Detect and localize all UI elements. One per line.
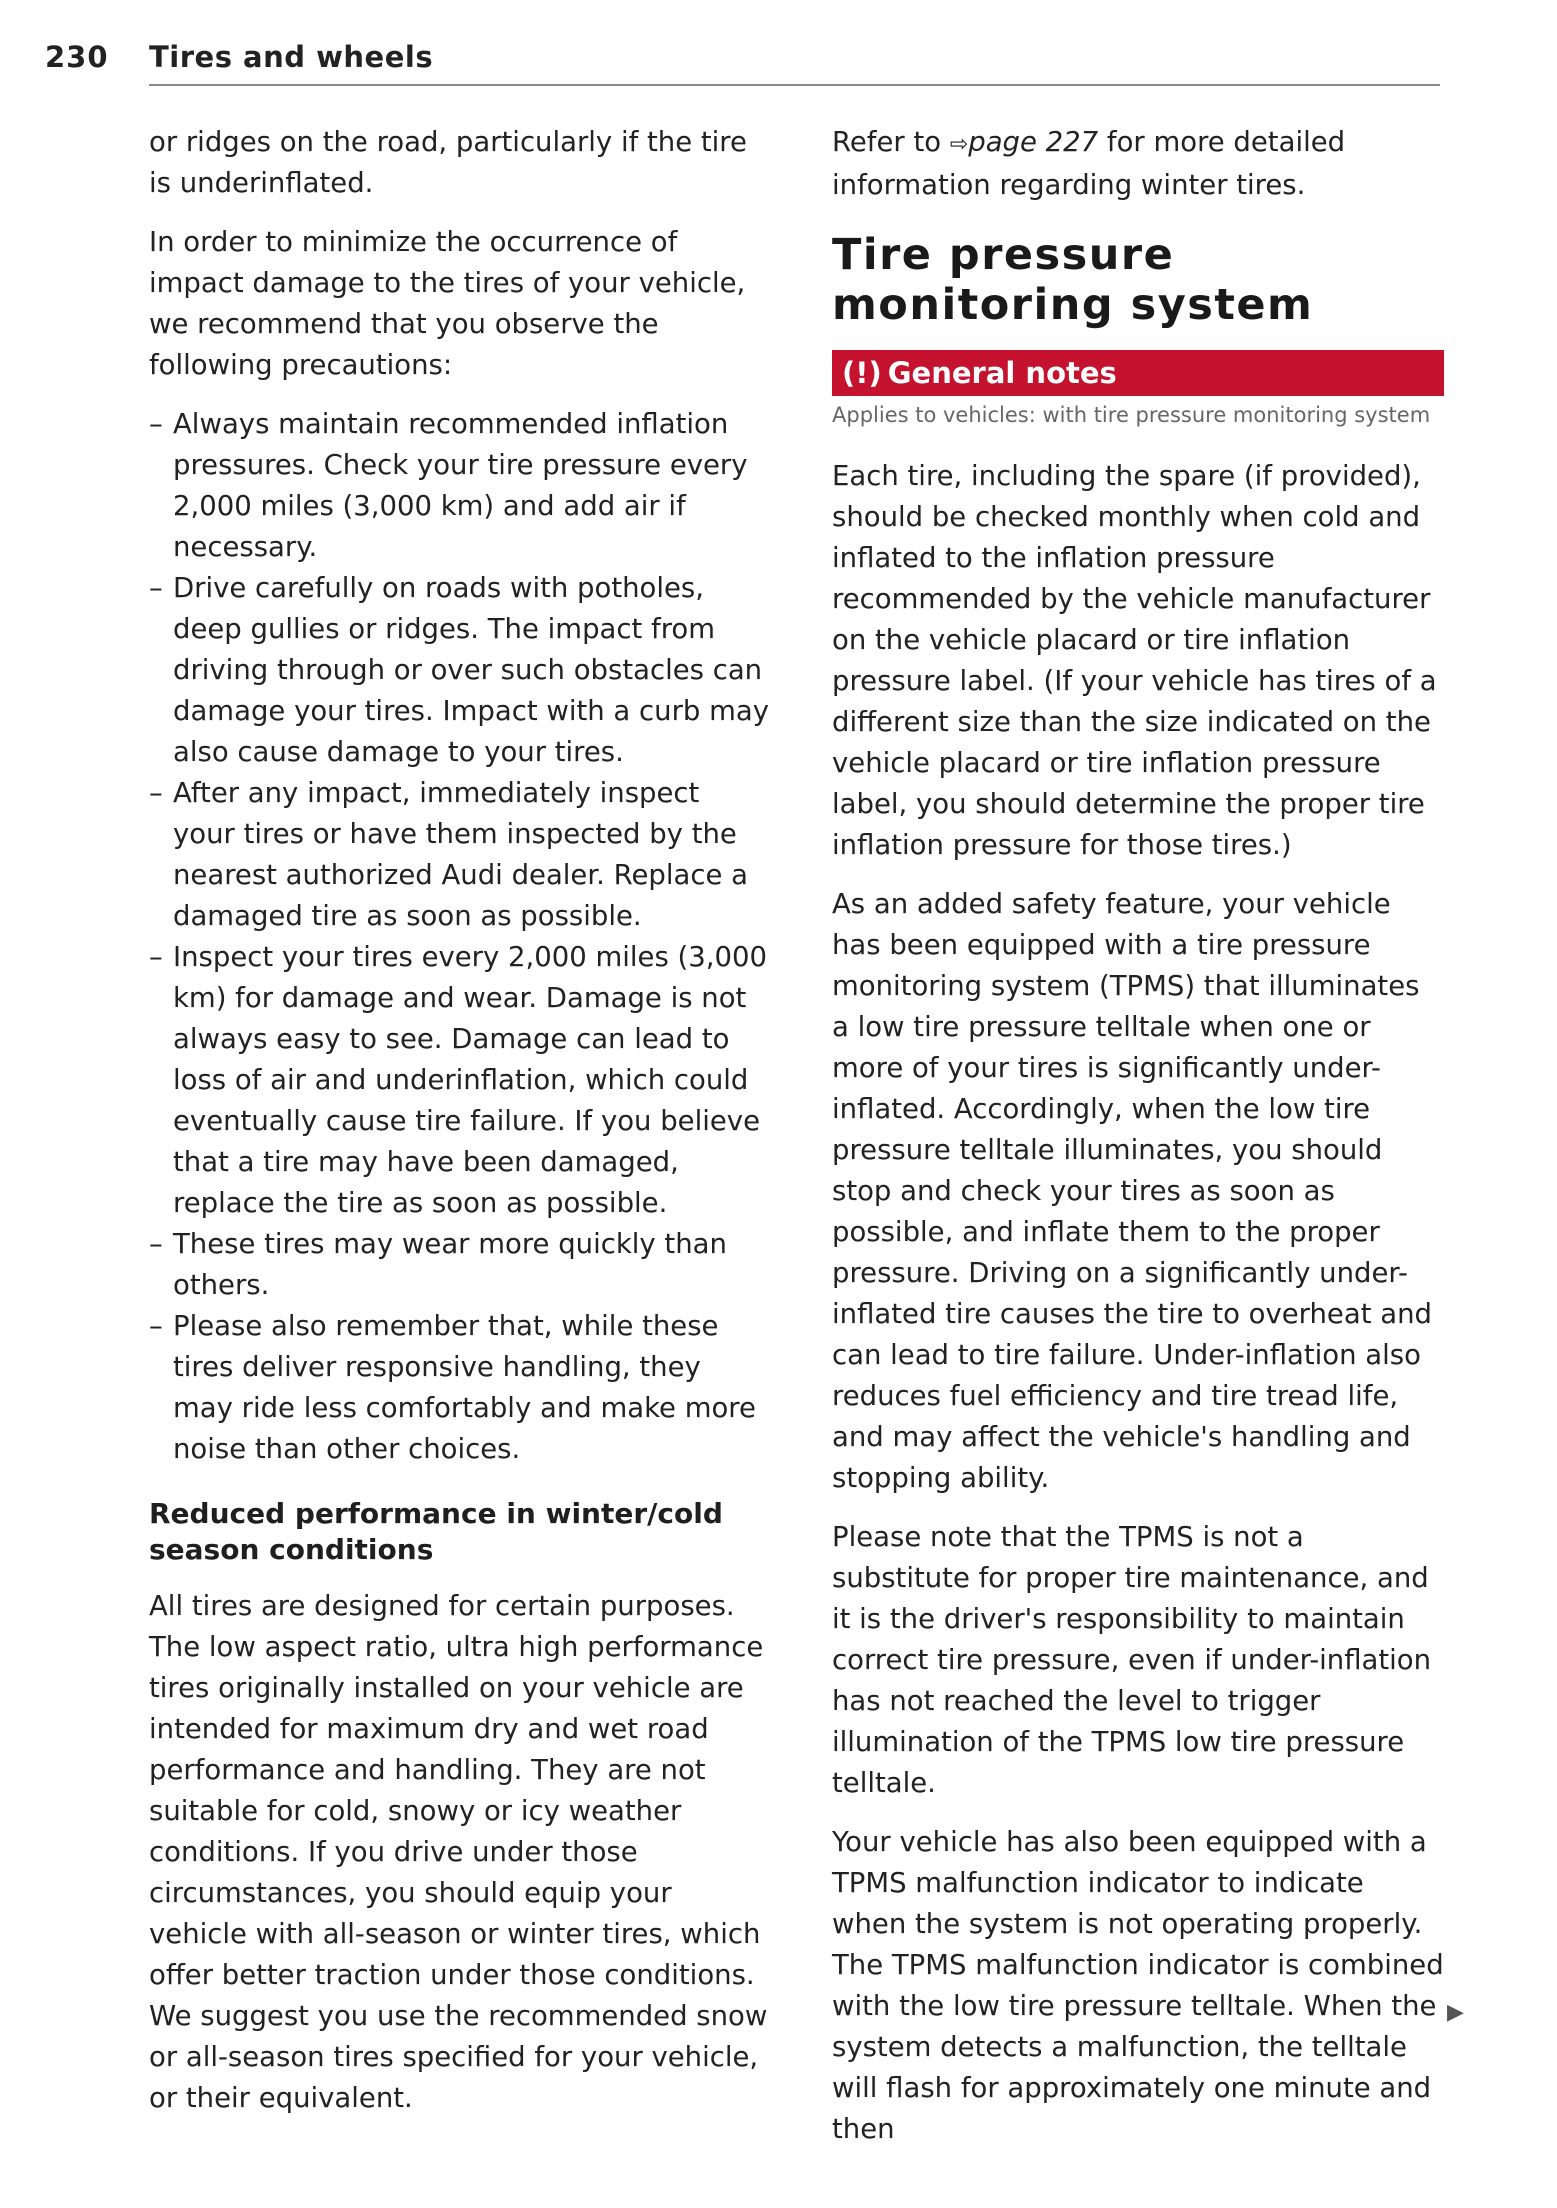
ref-suffix: for more detailed information regarding winter tires. xyxy=(832,126,1346,201)
paragraph: As an added safety feature, your vehicle has been equipped with a tire pressure monitoring system (TPMS) that illuminates a low tire pressure telltale when one or more of your tires is significantly under-inflated. Accordingly, when the low tire pressure telltale illuminates, you should stop and check your tires as soon as possible, and inflate them to the proper pressure. Driving on a significantly under-inflated tire causes the tire to overheat and can lead to tire failure. Under-inflation also reduces fuel efficiency and tire tread life, and may affect the vehicle's handling and stopping ability. xyxy=(832,888,1432,1494)
header-divider xyxy=(149,84,1440,86)
paragraph: In order to minimize the occurrence of impact damage to the tires of your vehicle, we recommend that you observe the following precautions: xyxy=(149,226,746,381)
chapter-title: Tires and wheels xyxy=(149,40,434,74)
precautions-list xyxy=(149,404,769,1470)
ref-prefix: Refer to xyxy=(832,126,942,158)
paragraph: or ridges on the road, particularly if the tire is underinflated. xyxy=(149,126,747,199)
winter-tires-reference xyxy=(832,122,1444,206)
list-item: – Always maintain recommended inflation pressures. Check your tire pressure every 2,000 miles (3,000 km) and add air if necessary. xyxy=(149,404,769,568)
paragraph: Please note that the TPMS is not a substitute for proper tire maintenance, and it is the driver's responsibility to maintain correct tire pressure, even if under-inflation has not reached the level to trigger illumination of the TPMS low tire pressure telltale. xyxy=(832,1521,1432,1799)
general-notes-bar xyxy=(832,350,1444,396)
page-header xyxy=(45,40,1440,86)
list-item: – Drive carefully on roads with potholes, deep gullies or ridges. The impact from driving through or over such obstacles can damage your tires. Impact with a curb may also cause damage to your tires. xyxy=(149,568,769,773)
right-column xyxy=(832,122,1444,2168)
section-title: Tire pressure monitoring system xyxy=(832,230,1314,330)
list-item: – Please also remember that, while these tires deliver responsive handling, they may ride less comfortably and make more noise than other choices. xyxy=(149,1306,769,1470)
list-item: – These tires may wear more quickly than others. xyxy=(149,1224,769,1306)
arrow-right-icon: ⇨ xyxy=(949,132,969,157)
paragraph: Each tire, including the spare (if provided), should be checked monthly when cold and inflated to the inflation pressure recommended by the vehicle manufacturer on the vehicle placard or tire inflation pressure label. (If your vehicle has tires of a different size than the size indicated on the vehicle placard or tire inflation pressure label, you should determine the proper tire inflation pressure for those tires.) xyxy=(832,460,1437,861)
paragraph: Your vehicle has also been equipped with a TPMS malfunction indicator to indicate when the system is not operating properly. The TPMS malfunction indicator is combined with the low tire pressure telltale. When the system detects a malfunction, the telltale will flash for approximately one minute and then xyxy=(832,1826,1444,2145)
general-notes-label: General notes xyxy=(887,356,1117,390)
subheading: Reduced performance in winter/cold season conditions xyxy=(149,1497,723,1566)
left-column xyxy=(149,122,769,2137)
paragraph: All tires are designed for certain purposes. The low aspect ratio, ultra high performance tires originally installed on your vehicle are intended for maximum dry and wet road performance and handling. They are not suitable for cold, snowy or icy weather conditions. If you drive under those circumstances, you should equip your vehicle with all-season or winter tires, which offer better traction under those conditions. We suggest you use the recommended snow or all-season tires specified for your vehicle, or their equivalent. xyxy=(149,1590,768,2114)
applies-to-note: Applies to vehicles: with tire pressure monitoring system xyxy=(832,403,1431,427)
warning-icon: (!) xyxy=(842,356,882,390)
page-reference-link[interactable]: page 227 xyxy=(968,126,1099,158)
continue-arrow-icon: ▶ xyxy=(1447,2000,1464,2025)
list-item: – After any impact, immediately inspect your tires or have them inspected by the nearest authorized Audi dealer. Replace a damaged tire as soon as possible. xyxy=(149,773,769,937)
page-number: 230 xyxy=(45,40,109,74)
list-item: – Inspect your tires every 2,000 miles (3,000 km) for damage and wear. Damage is not always easy to see. Damage can lead to loss of air and underinflation, which could eventually cause tire failure. If you believe that a tire may have been damaged, replace the tire as soon as possible. xyxy=(149,937,769,1224)
